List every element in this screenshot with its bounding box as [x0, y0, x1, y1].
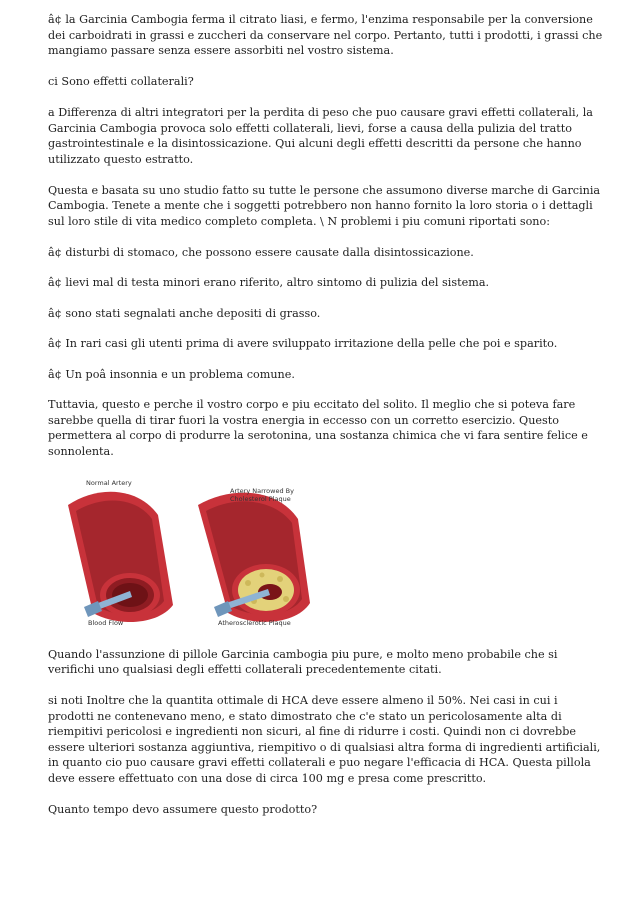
- label-normal-artery: Normal Artery: [86, 478, 132, 487]
- heading-duration: Quanto tempo devo assumere questo prodotto?: [48, 802, 318, 816]
- label-narrowed-1: Artery Narrowed By: [230, 486, 294, 495]
- bullet-stomach: â¢ disturbi di stomaco, che possono essere causate dalla disintossicazione.: [48, 245, 474, 259]
- label-blood-flow: Blood Flow: [88, 618, 124, 627]
- paragraph-hca: si noti Inoltre che la quantita ottimale di HCA deve essere almeno il 50%. Nei casi in cui i prodotti ne contenevano meno, e stato dimostrato che c'e stato un pericolosamente alta di riempitivi pericolosi e ingredienti non sicuri, al fine di ridurre i costi. Quindi non ci dovrebbe essere ulteriori sostanza aggiuntiva, riempitivo o di qualsiasi altra forma di ingredienti artificiali, in quanto cio puo causare gravi effetti collaterali e puo negare l'efficacia di HCA. Questa pillola deve essere effettuato con una dose di circa 100 mg e presa come prescritto.: [48, 694, 601, 785]
- paragraph-pure-pills: Quando l'assunzione di pillole Garcinia cambogia piu pure, e molto meno probabile che si verifichi uno qualsiasi degli effetti collaterali precedentemente citati.: [48, 647, 558, 676]
- paragraph-side-effects: a Differenza di altri integratori per la perdita di peso che puo causare gravi effetti collaterali, la Garcinia Cambogia provoca solo effetti collaterali, lievi, forse a causa della pulizia del tratto gastrointestinale e la disintossicazione. Qui alcuni degli effetti descritti da persone che hanno utilizzato questo estratto.: [48, 106, 593, 166]
- paragraph-study: Questa e basata su uno studio fatto su tutte le persone che assumono diverse marche di Garcinia Cambogia. Tenete a mente che i soggetti potrebbero non hanno fornito la loro storia o i dettagli sul loro stile di vita medico completo completa. \ N problemi i piu comuni riportati sono:: [48, 183, 601, 228]
- artery-diagram: [48, 475, 318, 633]
- artery-illustration: [48, 475, 318, 633]
- paragraph-intro: â¢ la Garcinia Cambogia ferma il citrato liasi, e fermo, l'enzima responsabile per la conversione dei carboidrati in grassi e zuccheri da conservare nel corpo. Pertanto, tutti i prodotti, i grassi che mangiamo passare senza essere assorbiti nel vostro sistema.: [48, 13, 603, 57]
- label-narrowed-2: Cholesterol Plaque: [230, 494, 291, 503]
- bullet-insomnia: â¢ Un poâ insonnia e un problema comune.: [48, 367, 295, 381]
- heading-side-effects: ci Sono effetti collaterali?: [48, 75, 194, 88]
- paragraph-exercise: Tuttavia, questo e perche il vostro corpo e piu eccitato del solito. Il meglio che si poteva fare sarebbe quella di tirar fuori la vostra energia in eccesso con un corretto esercizio. Questo permettera al corpo di produrre la serotonina, una sostanza chimica che vi fara sentire felice e sonnolenta.: [48, 398, 588, 458]
- document-page: [48, 12, 604, 833]
- bullet-fat-deposits: â¢ sono stati segnalati anche depositi di grasso.: [48, 306, 321, 320]
- normal-artery: [68, 491, 173, 621]
- bullet-skin-irritation: â¢ In rari casi gli utenti prima di avere sviluppato irritazione della pelle che poi e sparito.: [48, 337, 558, 350]
- narrowed-artery: [198, 492, 310, 621]
- bullet-headache: â¢ lievi mal di testa minori erano riferito, altro sintomo di pulizia del sistema.: [48, 276, 490, 289]
- label-atherosclerotic-plaque: Atherosclerotic Plaque: [218, 618, 291, 627]
